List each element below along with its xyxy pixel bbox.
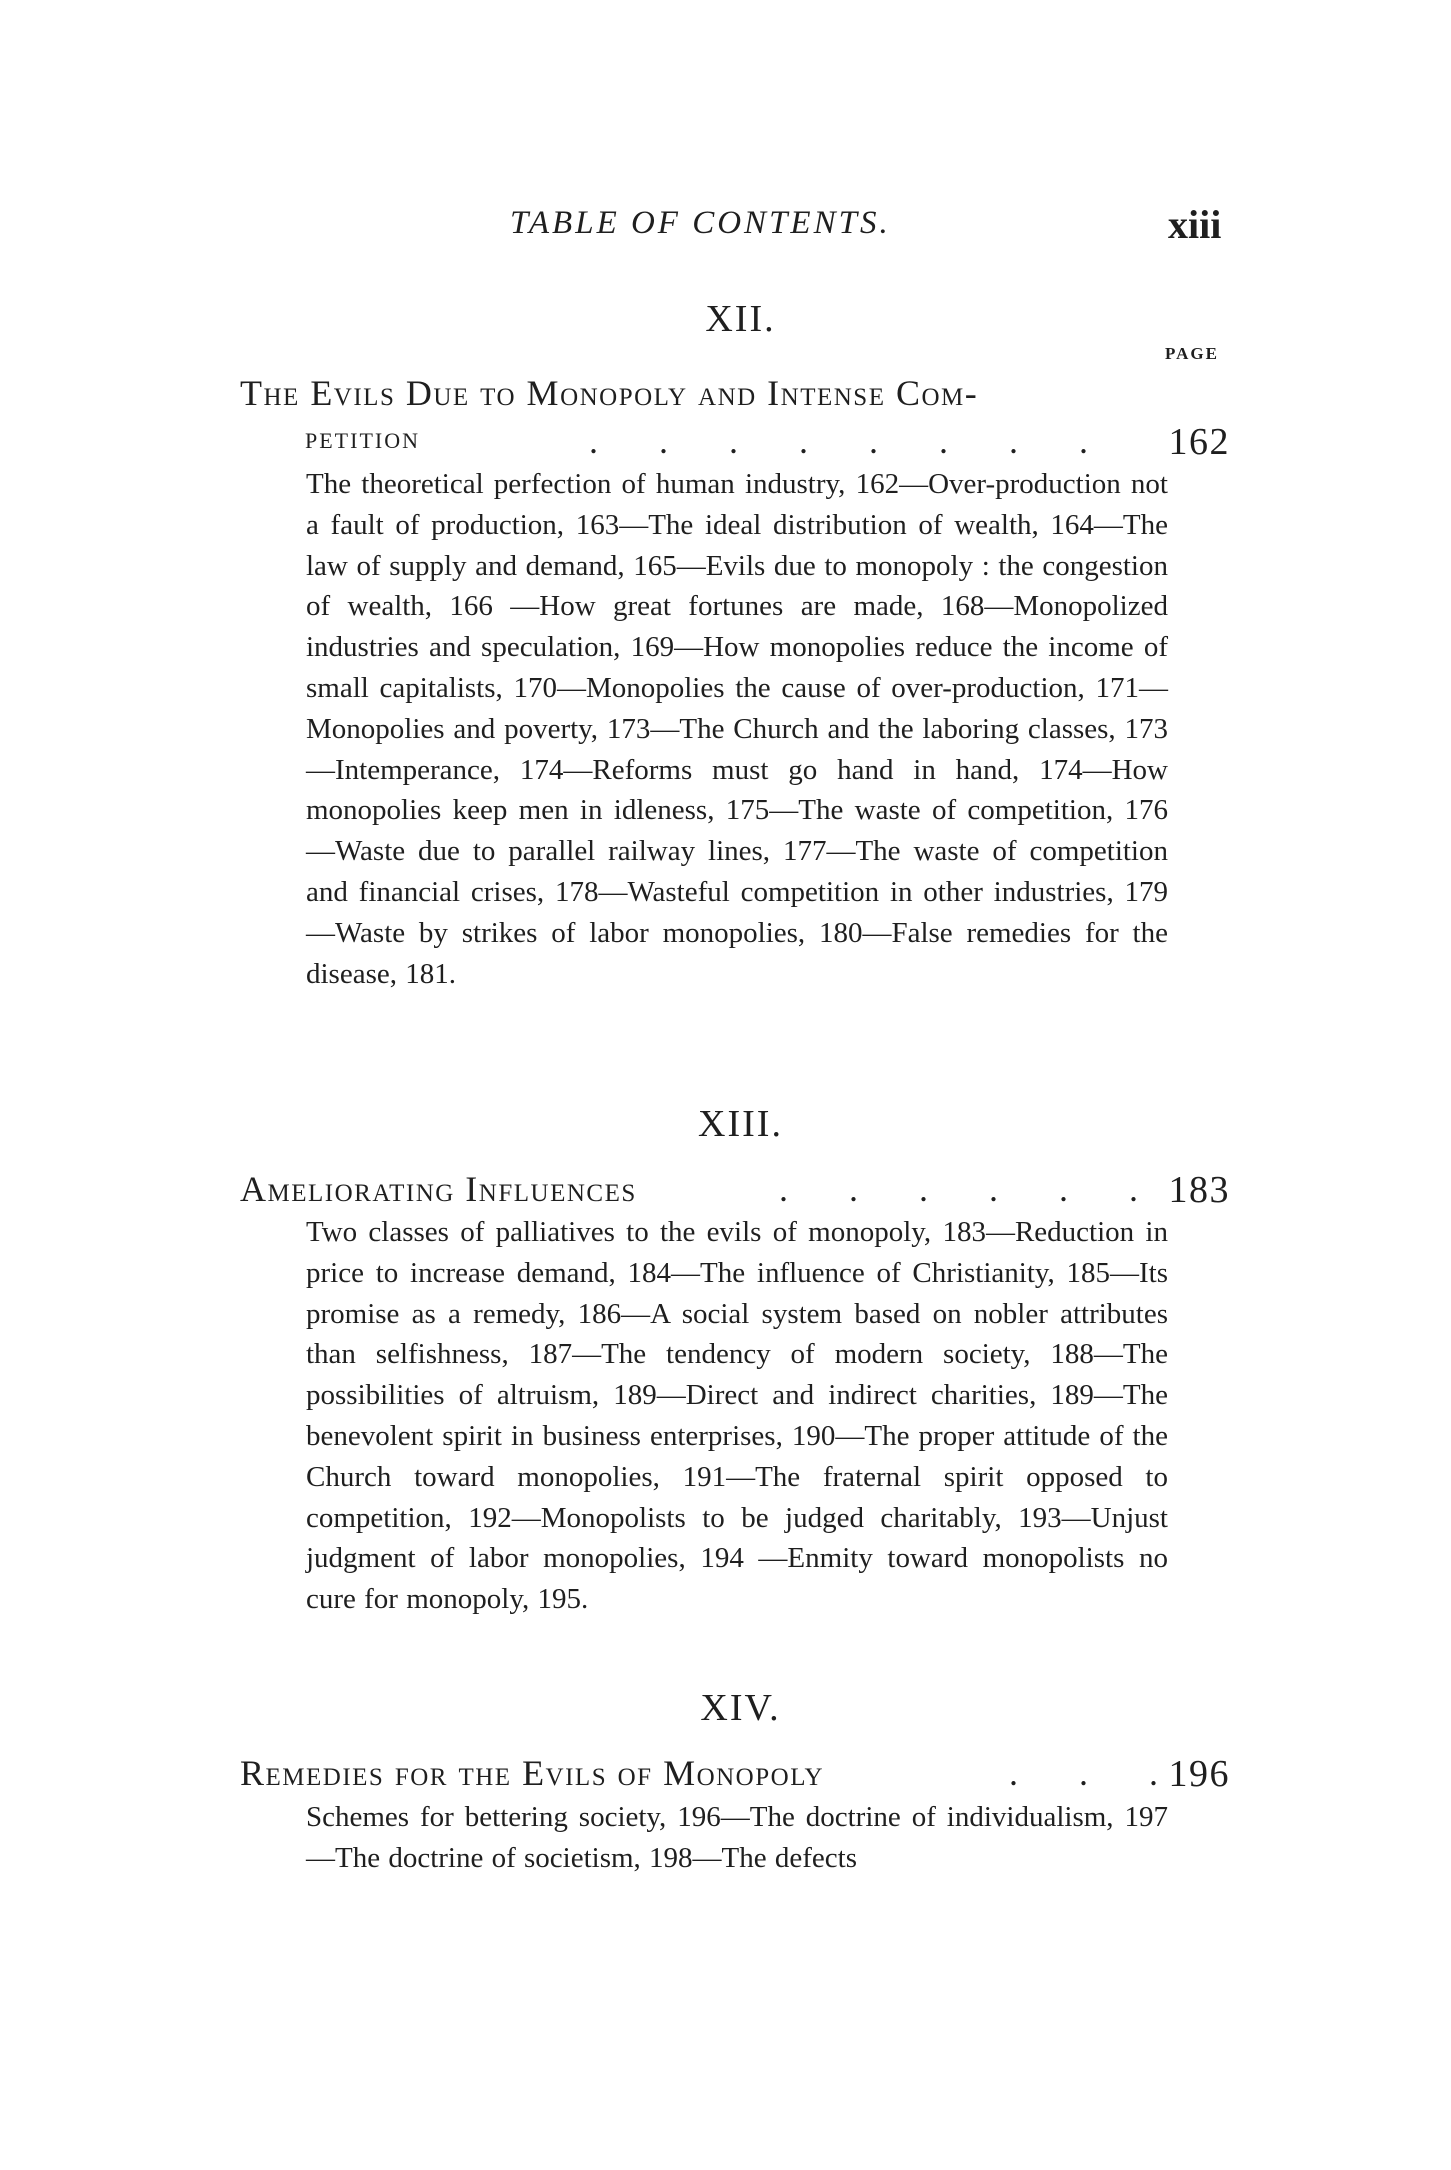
chapter-title-line1: The Evils Due to Monopoly and Intense Com- xyxy=(240,373,979,413)
chapter-page-xii: 162 xyxy=(1168,421,1230,463)
running-title: TABLE OF CONTENTS. xyxy=(510,205,891,241)
leader-dots: . . . xyxy=(1009,1753,1184,1793)
chapter-number-xiii: XIII. xyxy=(698,1103,783,1145)
chapter-title-xii xyxy=(240,372,1230,414)
chapter-summary-xii: The theoretical perfection of human industry, 162—Over-production not a fault of production, 163—The ideal distribution of wealth, 164—The law of supply and demand, 165—Evils due to monopoly : the congestion of wealth, 166 —How great fortunes are made, 168—Monopolized industries and speculation, 169—How monopolies reduce the income of small capitalists, 170—Monopolies the cause of over-production, 171—Monopolies and poverty, 173—The Church and the laboring classes, 173—Intemperance, 174—Reforms must go hand in hand, 174—How monopolies keep men in idleness, 175—The waste of competition, 176—Waste due to parallel railway lines, 177—The waste of competition and financial crises, 178—Wasteful competition in other industries, 179—Waste by strikes of labor monopolies, 180—False remedies for the disease, 181. xyxy=(306,468,1168,990)
chapter-title-line1: Ameliorating Influences xyxy=(240,1169,637,1209)
page-number: xiii xyxy=(1168,202,1222,247)
chapter-summary-xiii: Two classes of palliatives to the evils of monopoly, 183—Reduction in price to increase demand, 184—The influence of Christianity, 185—Its promise as a remedy, 186—A social system based on nobler attributes than selfishness, 187—The tendency of modern society, 188—The possibilities of altruism, 189—Direct and indirect charities, 189—The benevolent spirit in business enterprises, 190—The proper attitude of the Church toward monopolies, 191—The fraternal spirit opposed to competition, 192—Monopolists to be judged charitably, 193—Unjust judgment of labor monopolies, 194 —Enmity toward monopolists no cure for monopoly, 195. xyxy=(306,1216,1168,1616)
chapter-title-line2: petition xyxy=(305,420,420,455)
chapter-number-xii: XII. xyxy=(705,298,776,340)
chapter-title-line1: Remedies for the Evils of Monopoly xyxy=(240,1753,825,1793)
chapter-title-xiii xyxy=(240,1168,1230,1210)
chapter-summary-xiv: Schemes for bettering society, 196—The doctrine of individualism, 197—The doctrine of societism, 198—The defects xyxy=(306,1801,1168,1874)
chapter-title-xiv xyxy=(240,1752,1230,1794)
chapter-number-xiv: XIV. xyxy=(700,1687,781,1729)
running-header xyxy=(0,202,1451,255)
leader-dots: . . . . . . . . xyxy=(589,421,1114,461)
page-column-label: PAGE xyxy=(1165,344,1219,363)
chapter-page-xiii: 183 xyxy=(1168,1169,1230,1211)
chapter-page-xiv: 196 xyxy=(1168,1753,1230,1795)
leader-dots: . . . . . . xyxy=(779,1169,1164,1209)
